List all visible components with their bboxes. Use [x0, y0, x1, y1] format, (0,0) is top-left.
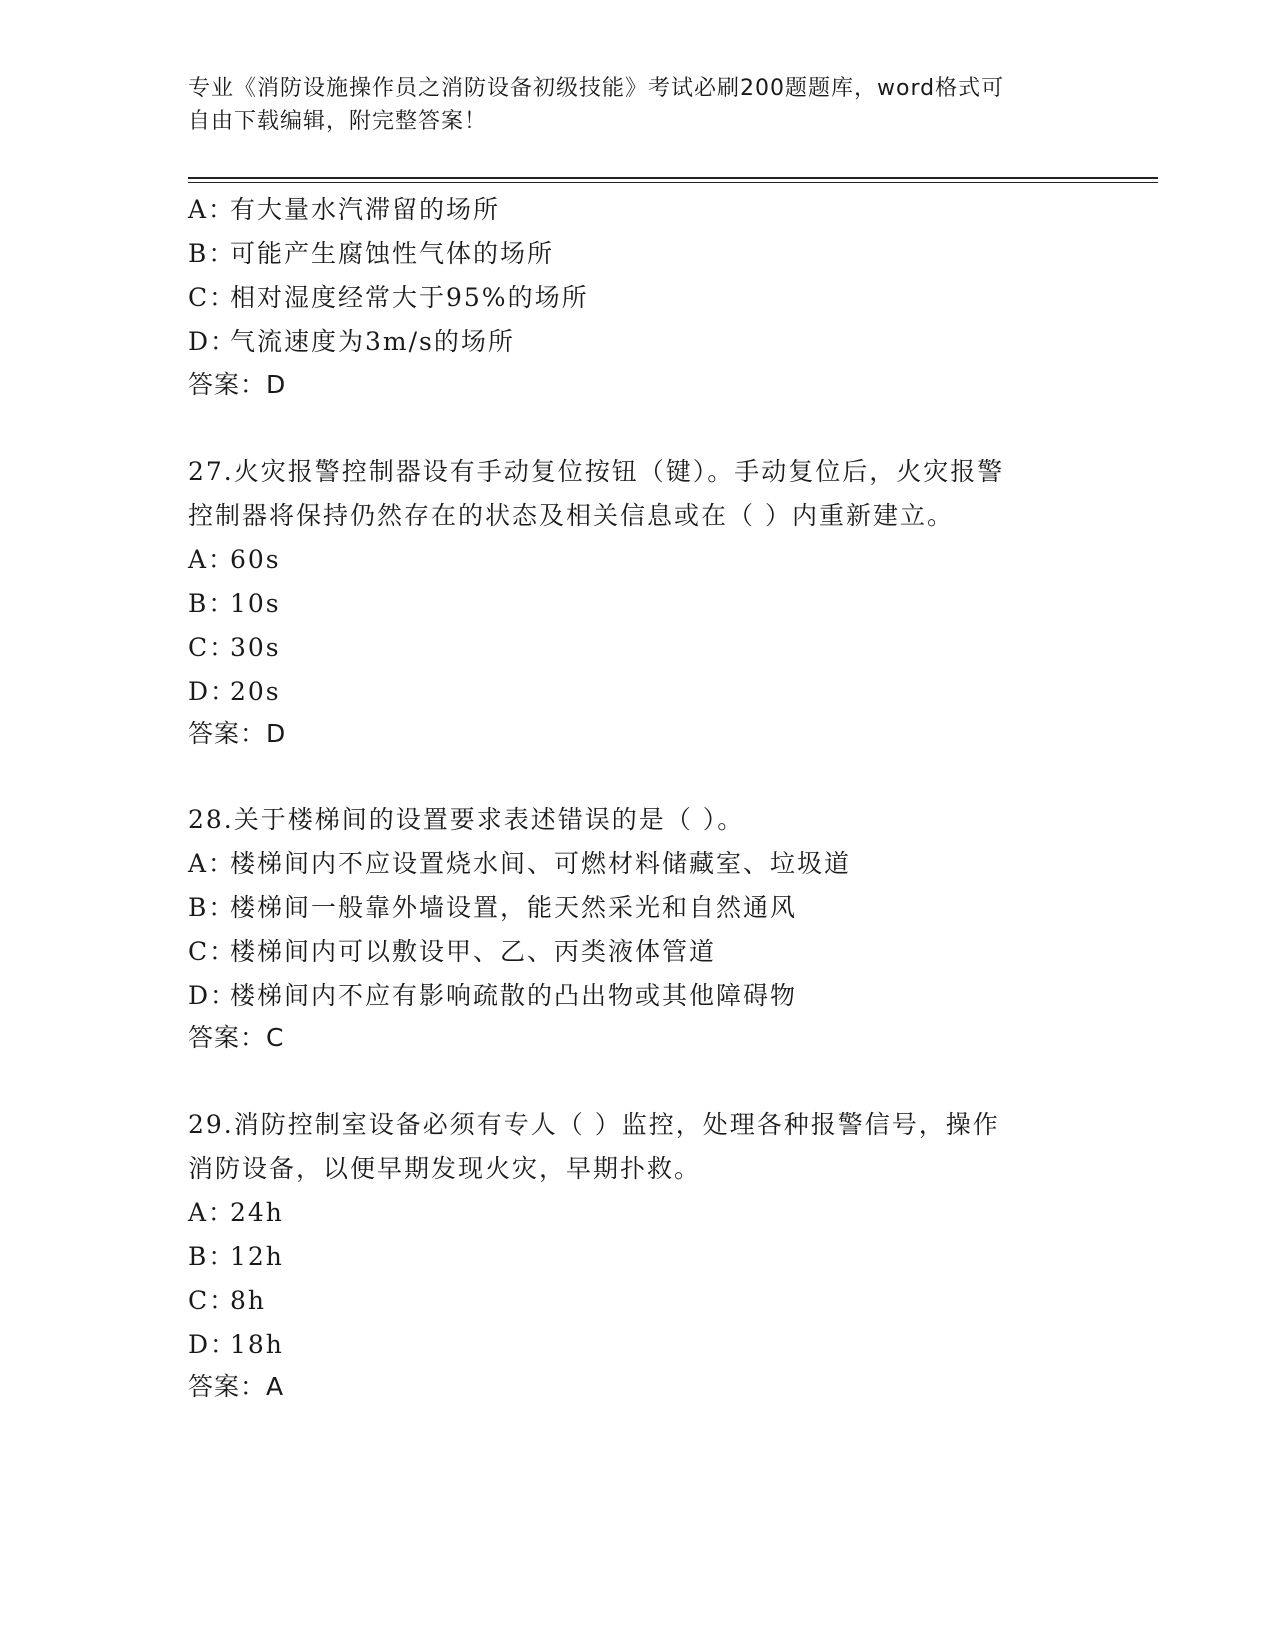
- q28-option-d: D：楼梯间内不应有影响疏散的凸出物或其他障碍物: [188, 981, 798, 1010]
- q28-option-c: C：楼梯间内可以敷设甲、乙、丙类液体管道: [188, 937, 717, 966]
- q27-stem-line-1: 27.火灾报警控制器设有手动复位按钮（键）。手动复位后，火灾报警: [188, 457, 1005, 486]
- q29-option-d: D：18h: [188, 1330, 284, 1359]
- q27-option-b: B：10s: [188, 589, 281, 618]
- header-line-1: 专业《消防设施操作员之消防设备初级技能》考试必刷200题题库，word格式可: [188, 76, 1005, 101]
- header-divider-thick: [188, 177, 1158, 179]
- q27-option-a: A：60s: [188, 545, 281, 574]
- q27-answer: 答案：D: [188, 719, 287, 748]
- q29-option-c: C：8h: [188, 1286, 267, 1315]
- q26-option-d: D：气流速度为3m/s的场所: [188, 327, 515, 356]
- q27-option-d: D：20s: [188, 677, 281, 706]
- q29-answer: 答案：A: [188, 1372, 285, 1401]
- q29-option-a: A：24h: [188, 1198, 284, 1227]
- q27-stem-line-2: 控制器将保持仍然存在的状态及相关信息或在（ ）内重新建立。: [188, 501, 954, 530]
- header-line-2: 自由下载编辑，附完整答案！: [188, 109, 488, 134]
- header-divider-thin: [188, 182, 1158, 183]
- q28-option-a: A：楼梯间内不应设置烧水间、可燃材料储藏室、垃圾道: [188, 849, 852, 878]
- q26-option-a: A：有大量水汽滞留的场所: [188, 195, 501, 224]
- q28-answer: 答案：C: [188, 1023, 285, 1052]
- q29-stem-line-2: 消防设备，以便早期发现火灾，早期扑救。: [188, 1154, 702, 1183]
- q29-option-b: B：12h: [188, 1242, 284, 1271]
- q28-option-b: B：楼梯间一般靠外墙设置，能天然采光和自然通风: [188, 893, 798, 922]
- document-header: [188, 72, 1088, 138]
- q29-stem-line-1: 29.消防控制室设备必须有专人（ ）监控，处理各种报警信号，操作: [188, 1110, 1000, 1139]
- q26-option-c: C：相对湿度经常大于95%的场所: [188, 283, 589, 312]
- q28-stem-line-1: 28.关于楼梯间的设置要求表述错误的是（ ）。: [188, 805, 745, 834]
- q26-option-b: B：可能产生腐蚀性气体的场所: [188, 239, 555, 268]
- q27-option-c: C：30s: [188, 633, 281, 662]
- q26-answer: 答案：D: [188, 370, 287, 399]
